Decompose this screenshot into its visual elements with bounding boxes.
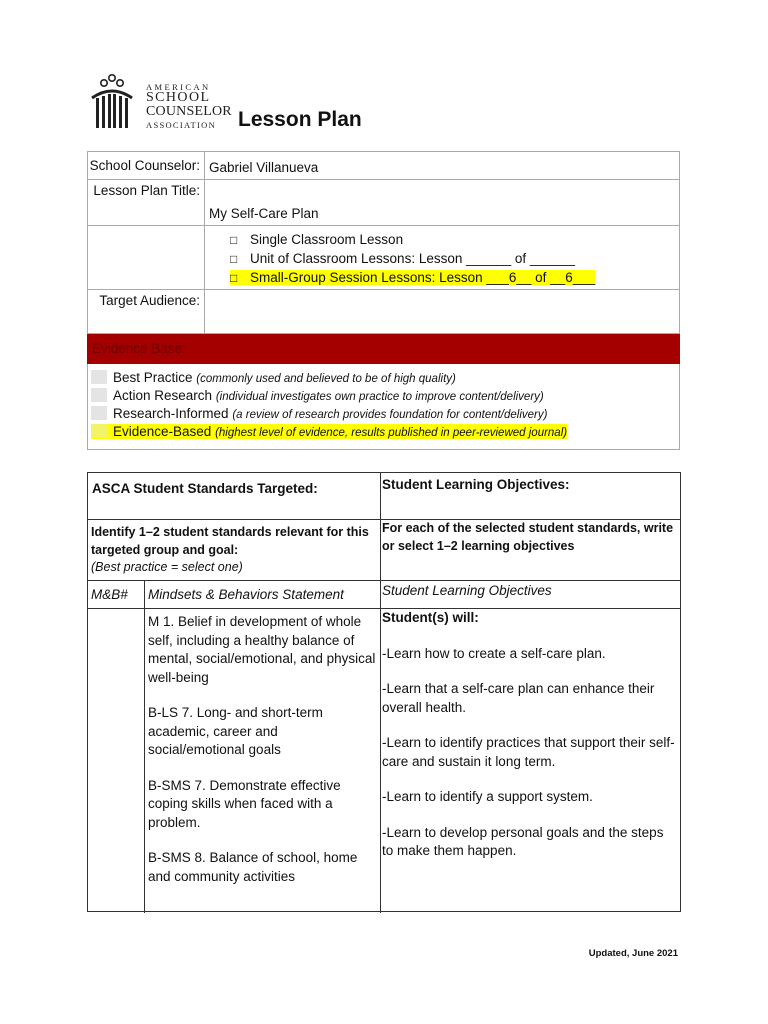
evidence-label: Best Practice <box>113 370 193 385</box>
page-title: Lesson Plan <box>238 108 362 131</box>
logo-line-school: SCHOOL <box>146 90 211 105</box>
evidence-desc: (highest level of evidence, results published in peer-reviewed journal) <box>215 427 568 439</box>
col-mb-number: M&B# <box>91 587 128 602</box>
evidence-desc: (commonly used and believed to be of high quality) <box>196 373 456 385</box>
evidence-action-research[interactable] <box>91 388 544 403</box>
option-label: Unit of Classroom Lessons: Lesson ______ of ______ <box>250 251 575 266</box>
col-learning-objectives: Student Learning Objectives <box>382 583 552 598</box>
statement-item: B-SMS 7. Demonstrate effective coping skills when faced with a problem. <box>148 777 341 830</box>
objectives-intro: Student(s) will: <box>382 610 479 625</box>
objective-item: -Learn to identify practices that support their self-care and sustain it long term. <box>382 735 675 769</box>
school-counselor-label: School Counselor: <box>89 158 200 173</box>
checkbox-icon: □ <box>230 271 238 285</box>
lesson-plan-title-label: Lesson Plan Title: <box>93 183 200 198</box>
evidence-evidence-based[interactable] <box>91 424 567 439</box>
checkbox-icon <box>91 388 107 402</box>
standards-instructions-text: Identify 1–2 student standards relevant for this targeted group and goal: <box>91 525 369 557</box>
evidence-desc: (individual investigates own practice to improve content/delivery) <box>215 391 544 403</box>
statement-item: B-SMS 8. Balance of school, home and community activities <box>148 850 358 884</box>
objective-item: -Learn that a self-care plan can enhance their overall health. <box>382 681 655 715</box>
logo-line-american: AMERICAN <box>146 82 211 92</box>
standards-instructions-note: (Best practice = select one) <box>91 560 243 574</box>
evidence-label: Action Research <box>113 388 213 403</box>
checkbox-icon: □ <box>230 252 238 266</box>
logo-line-counselor: COUNSELOR <box>146 104 232 119</box>
checkbox-icon <box>91 370 107 384</box>
objective-item: -Learn to identify a support system. <box>382 789 593 804</box>
option-label: Small-Group Session Lessons: Lesson ___6__ of __6___ <box>250 270 596 285</box>
evidence-base-header <box>87 334 680 364</box>
lesson-plan-title-value[interactable]: My Self-Care Plan <box>209 206 319 221</box>
objectives-instructions: For each of the selected student standards, write or select 1–2 learning objectives <box>382 521 674 553</box>
logo-line-association: ASSOCIATION <box>146 120 217 130</box>
evidence-best-practice[interactable] <box>91 370 456 385</box>
mindsets-statements <box>148 613 378 903</box>
objective-item: -Learn how to create a self-care plan. <box>382 645 606 661</box>
option-unit-classroom[interactable] <box>230 251 575 266</box>
col-mindsets-statement: Mindsets & Behaviors Statement <box>148 587 344 602</box>
target-audience-label: Target Audience: <box>99 293 200 308</box>
checkbox-icon: □ <box>230 233 238 247</box>
learning-objectives-header: Student Learning Objectives: <box>382 477 570 492</box>
standards-targeted-header: ASCA Student Standards Targeted: <box>92 481 318 496</box>
standards-table <box>87 472 681 912</box>
evidence-base-options <box>87 364 680 450</box>
option-label: Single Classroom Lesson <box>250 232 404 247</box>
evidence-base-title: Evidence Base: <box>92 341 186 356</box>
evidence-label: Evidence-Based <box>113 424 212 439</box>
option-small-group[interactable] <box>230 270 595 285</box>
statement-item: M 1. Belief in development of whole self, including a healthy balance of mental, social/emotional, and physical well-being <box>148 614 376 685</box>
statement-item: B-LS 7. Long- and short-term academic, career and social/emotional goals <box>148 705 323 757</box>
checkbox-icon <box>91 406 107 420</box>
option-single-classroom[interactable] <box>230 232 403 247</box>
evidence-label: Research-Informed <box>113 406 229 421</box>
updated-note: Updated, June 2021 <box>588 948 678 959</box>
school-counselor-value[interactable]: Gabriel Villanueva <box>209 160 319 175</box>
learning-objectives-list <box>382 609 676 878</box>
asca-logo <box>90 74 230 132</box>
asca-logo-mark-icon <box>90 74 134 132</box>
evidence-research-informed[interactable] <box>91 406 547 421</box>
checkbox-icon <box>91 424 107 438</box>
evidence-desc: (a review of research provides foundation for content/delivery) <box>232 409 548 421</box>
lesson-info-table <box>87 151 680 334</box>
standards-instructions <box>91 524 371 577</box>
target-audience-value[interactable] <box>209 293 675 331</box>
objective-item: -Learn to develop personal goals and the steps to make them happen. <box>382 824 664 858</box>
